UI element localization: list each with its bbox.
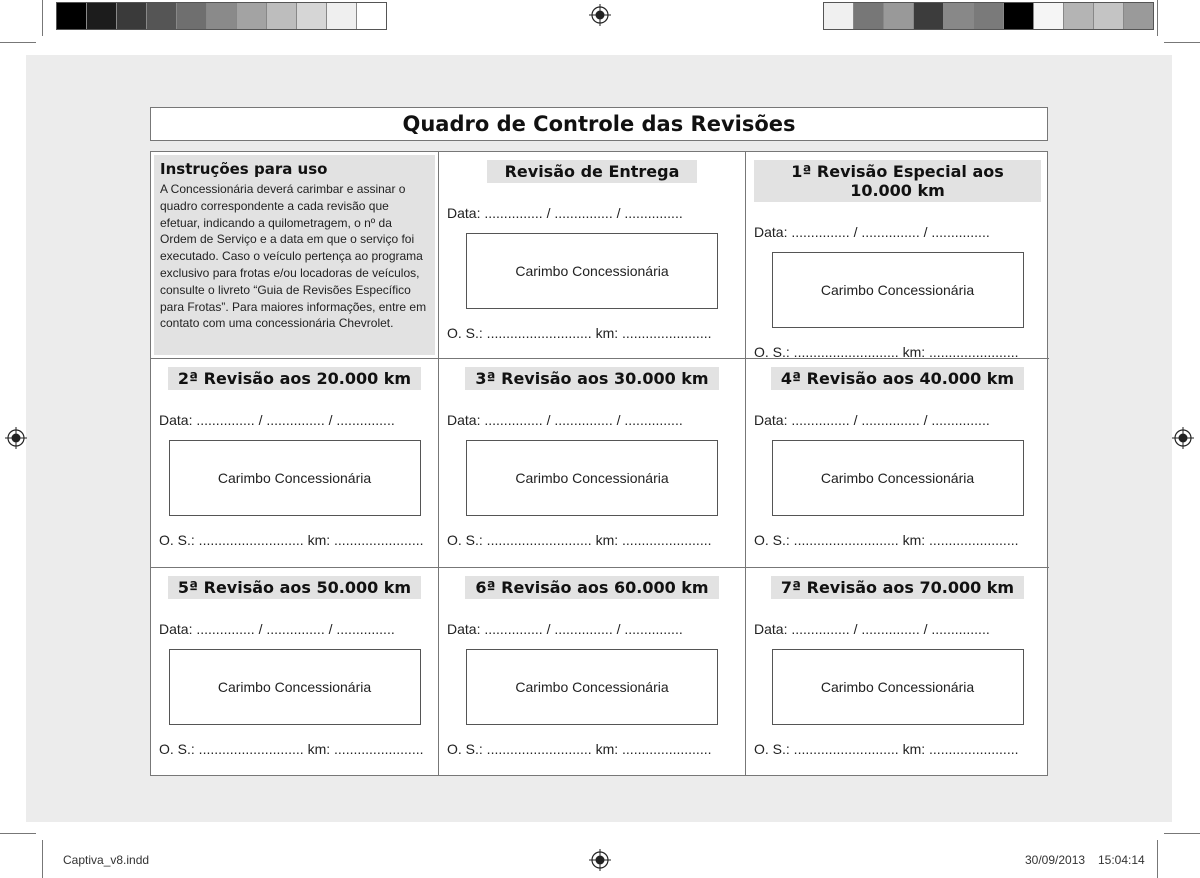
revision-cell	[439, 359, 746, 568]
revision-title: 1ª Revisão Especial aos 10.000 km	[754, 160, 1041, 202]
footer-filename: Captiva_v8.indd	[63, 853, 150, 867]
dealer-stamp-box	[772, 440, 1024, 516]
revision-title: Revisão de Entrega	[487, 160, 697, 183]
page-title: Quadro de Controle das Revisões	[150, 107, 1048, 141]
revision-cell	[151, 359, 439, 568]
crop-mark	[0, 833, 36, 834]
revision-title: 7ª Revisão aos 70.000 km	[771, 576, 1024, 599]
date-field: Data: ............... / ............... / ...............	[754, 224, 990, 240]
stamp-label: Carimbo Concessionária	[515, 470, 669, 486]
date-field: Data: ............... / ............... / ...............	[754, 412, 990, 428]
registration-mark-icon	[589, 4, 611, 26]
service-order-km-field: O. S.: ........................... km: .......................	[447, 532, 712, 548]
color-bar-right	[823, 2, 1154, 30]
date-field: Data: ............... / ............... / ...............	[159, 621, 395, 637]
color-swatch	[117, 3, 147, 29]
instructions-panel	[151, 152, 439, 359]
color-swatch	[944, 3, 974, 29]
stamp-label: Carimbo Concessionária	[820, 470, 975, 486]
service-order-km-field: O. S.: ........................... km: .......................	[447, 325, 712, 341]
footer-time: 15:04:14	[1098, 853, 1145, 867]
dealer-stamp-box	[466, 649, 718, 725]
revision-cell	[439, 568, 746, 775]
revision-cell	[439, 152, 746, 359]
service-order-km-field: O. S.: ........................... km: .......................	[754, 532, 1019, 548]
registration-mark-icon	[5, 427, 27, 449]
instructions-heading: Instruções para uso	[160, 160, 328, 178]
color-bar-left	[56, 2, 387, 30]
color-swatch	[1004, 3, 1034, 29]
dealer-stamp-box	[169, 649, 421, 725]
color-swatch	[357, 3, 386, 29]
date-field: Data: ............... / ............... / ...............	[447, 412, 683, 428]
registration-mark-icon	[589, 849, 611, 871]
revision-title: 2ª Revisão aos 20.000 km	[168, 367, 421, 390]
stamp-label: Carimbo Concessionária	[820, 679, 975, 695]
date-field: Data: ............... / ............... / ...............	[159, 412, 395, 428]
service-order-km-field: O. S.: ........................... km: .......................	[754, 344, 1019, 360]
registration-mark-icon	[1172, 427, 1194, 449]
crop-mark	[1164, 833, 1200, 834]
color-swatch	[1094, 3, 1124, 29]
color-swatch	[914, 3, 944, 29]
color-swatch	[177, 3, 207, 29]
color-swatch	[974, 3, 1004, 29]
crop-mark	[1157, 840, 1158, 878]
revision-cell	[746, 152, 1049, 359]
revision-title: 3ª Revisão aos 30.000 km	[465, 367, 718, 390]
color-swatch	[824, 3, 854, 29]
crop-mark	[42, 0, 43, 36]
stamp-label: Carimbo Concessionária	[217, 470, 372, 486]
date-field: Data: ............... / ............... / ...............	[754, 621, 990, 637]
crop-mark	[0, 42, 36, 43]
revision-title: 4ª Revisão aos 40.000 km	[771, 367, 1024, 390]
dealer-stamp-box	[772, 252, 1024, 328]
footer-date: 30/09/2013	[1025, 853, 1086, 867]
revision-title: 6ª Revisão aos 60.000 km	[465, 576, 718, 599]
color-swatch	[327, 3, 357, 29]
color-swatch	[1124, 3, 1153, 29]
color-swatch	[854, 3, 884, 29]
instructions-text: A Concessionária deverá carimbar e assinar o quadro correspondente a cada revisão que efetuar, indicando a quilometragem, o nº da Ordem de Serviço e a data em que o serviço foi executado. Caso o veículo pertença ao programa exclusivo para frotas e/ou locadoras de veículos, consulte o livreto “Guia de Revisões Específico para Frotas”. Para maiores informações, entre em contato com uma concessionária Chevrolet.	[160, 182, 427, 331]
stamp-label: Carimbo Concessionária	[217, 679, 372, 695]
service-order-km-field: O. S.: ........................... km: .......................	[447, 741, 712, 757]
color-swatch	[147, 3, 177, 29]
dealer-stamp-box	[169, 440, 421, 516]
revision-title: 5ª Revisão aos 50.000 km	[168, 576, 421, 599]
dealer-stamp-box	[466, 233, 718, 309]
stamp-label: Carimbo Concessionária	[515, 263, 669, 279]
color-swatch	[267, 3, 297, 29]
stamp-label: Carimbo Concessionária	[515, 679, 669, 695]
dealer-stamp-box	[772, 649, 1024, 725]
crop-mark	[42, 840, 43, 878]
color-swatch	[237, 3, 267, 29]
service-order-km-field: O. S.: ........................... km: .......................	[159, 741, 424, 757]
crop-mark	[1164, 42, 1200, 43]
color-swatch	[57, 3, 87, 29]
color-swatch	[297, 3, 327, 29]
color-swatch	[87, 3, 117, 29]
color-swatch	[207, 3, 237, 29]
color-swatch	[1064, 3, 1094, 29]
revision-control-sheet	[150, 107, 1048, 776]
service-order-km-field: O. S.: ........................... km: .......................	[159, 532, 424, 548]
dealer-stamp-box	[466, 440, 718, 516]
revision-cell	[746, 359, 1049, 568]
service-order-km-field: O. S.: ........................... km: .......................	[754, 741, 1019, 757]
revision-cell	[151, 568, 439, 775]
date-field: Data: ............... / ............... / ...............	[447, 205, 683, 221]
color-swatch	[1034, 3, 1064, 29]
color-swatch	[884, 3, 914, 29]
crop-mark	[1157, 0, 1158, 36]
date-field: Data: ............... / ............... / ...............	[447, 621, 683, 637]
stamp-label: Carimbo Concessionária	[820, 282, 975, 298]
revision-grid	[150, 151, 1048, 776]
revision-cell	[746, 568, 1049, 775]
